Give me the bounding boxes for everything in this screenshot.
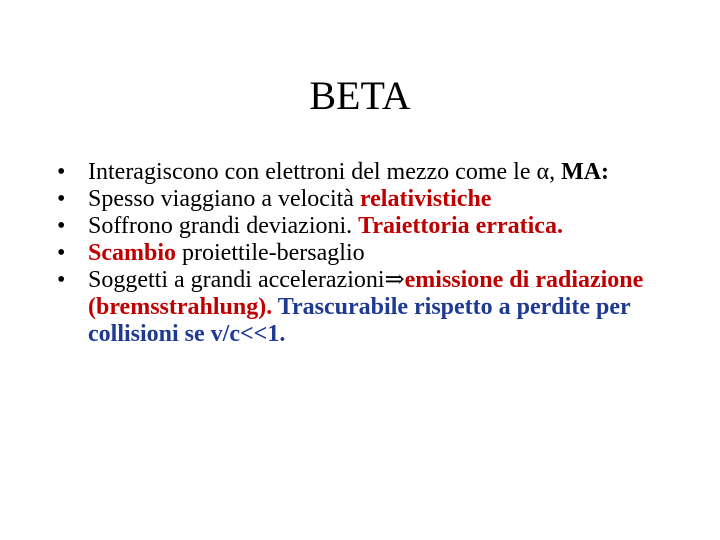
alpha-symbol: α <box>536 159 550 185</box>
bullet-bold-text: MA: <box>561 159 610 185</box>
bullet-item <box>54 213 674 240</box>
implies-arrow-icon: ⇒ <box>384 267 405 293</box>
bullet-highlight-red: emissione di radiazione (bremsstrahlung). <box>88 267 644 320</box>
bullet-dot-icon: • <box>57 240 66 266</box>
bullet-item <box>54 159 674 186</box>
bullet-item <box>54 240 674 267</box>
bullet-highlight-red: Scambio <box>88 240 177 266</box>
bullet-dot-icon: • <box>57 267 66 293</box>
bullet-item <box>54 267 674 348</box>
bullet-dot-icon: • <box>57 186 66 212</box>
bullet-text: Interagiscono con elettroni del mezzo come le <box>88 159 537 185</box>
bullet-highlight-red: Traiettoria erratica. <box>358 213 563 239</box>
bullet-highlight-blue: Trascurabile rispetto a perdite per collisioni se v/c<<1. <box>88 294 631 347</box>
bullet-text: Spesso viaggiano a velocità <box>88 186 360 212</box>
slide-title: BETA <box>309 73 411 118</box>
bullet-text: Soffrono grandi deviazioni. <box>88 213 359 239</box>
bullet-text: proiettile-bersaglio <box>176 240 365 266</box>
bullet-text: , <box>549 159 562 185</box>
bullet-text: Soggetti a grandi accelerazioni <box>88 267 385 293</box>
bullet-list <box>54 159 674 348</box>
bullet-dot-icon: • <box>57 213 66 239</box>
bullet-item <box>54 186 674 213</box>
bullet-highlight-red: relativistiche <box>359 186 492 212</box>
bullet-dot-icon: • <box>57 159 66 185</box>
